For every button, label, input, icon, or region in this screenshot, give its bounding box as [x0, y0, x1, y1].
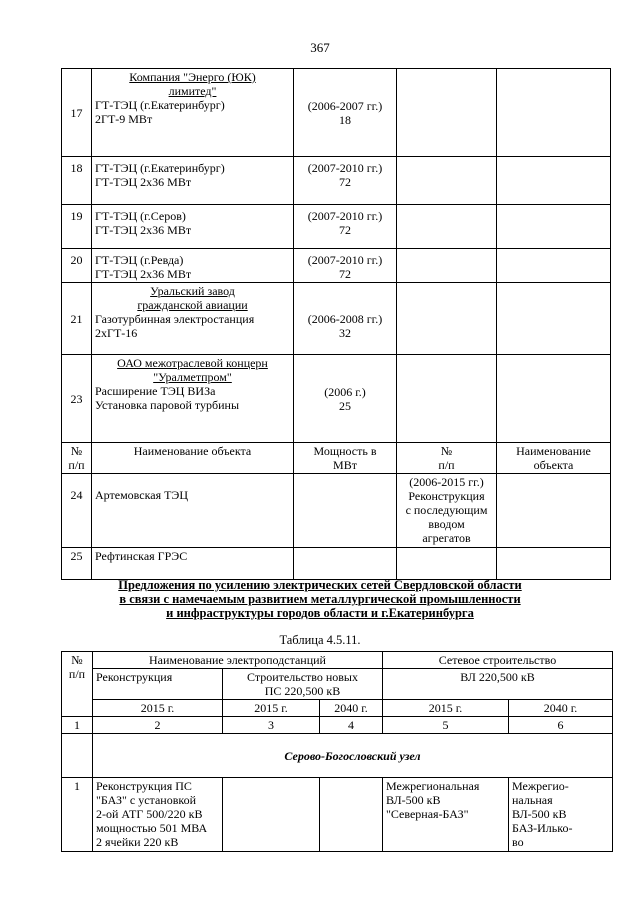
- period: (2007-2010 гг.): [307, 253, 383, 267]
- empty-cell: [497, 548, 611, 580]
- cell-line: Реконструкция ПС: [96, 779, 192, 793]
- header-name: Наименование объекта: [92, 443, 294, 474]
- table-header-row: [62, 652, 613, 669]
- header-vl: ВЛ 220,500 кВ: [383, 669, 613, 700]
- empty-cell: [497, 474, 611, 548]
- info-line: агрегатов: [422, 531, 471, 545]
- cell-line: 2 ячейки 220 кВ: [96, 835, 179, 849]
- period: (2007-2010 гг.): [307, 209, 383, 223]
- object-name: ГТ-ТЭЦ (г.Екатеринбург): [95, 98, 225, 112]
- table-row: [62, 778, 613, 852]
- cell-line: нальная: [512, 793, 553, 807]
- period: (2007-2010 гг.): [307, 161, 383, 175]
- cell-line: Межрегио-: [512, 779, 569, 793]
- header-network: Сетевое строительство: [383, 652, 613, 669]
- power-plants-table: [61, 68, 611, 580]
- row-number: 23: [62, 355, 92, 443]
- period-power-cell: [294, 157, 397, 205]
- page-number: 367: [310, 40, 330, 55]
- row-number: 19: [62, 205, 92, 249]
- column-number: 5: [383, 717, 509, 734]
- period-power-cell: [294, 355, 397, 443]
- cell-line: "БАЗ" с установкой: [96, 793, 197, 807]
- year-cell: 2015 г.: [93, 700, 223, 717]
- object-name: Расширение ТЭЦ ВИЗа: [95, 384, 216, 398]
- object-owner: Компания "Энерго (ЮК): [129, 70, 256, 84]
- header-num: [62, 652, 93, 717]
- info-line: (2006-2015 гг.): [409, 475, 484, 489]
- table-row: [62, 249, 611, 283]
- period: (2006-2007 гг.): [307, 99, 383, 113]
- empty-cell: [223, 778, 320, 852]
- empty-cell: [397, 548, 497, 580]
- substations-table: [61, 651, 613, 852]
- object-cell: [92, 69, 294, 157]
- object-cell: [92, 205, 294, 249]
- table-row: [62, 355, 611, 443]
- table-row: [62, 69, 611, 157]
- object-owner: лимитед": [168, 84, 217, 98]
- power-value: 72: [339, 175, 351, 189]
- header-text: п/п: [68, 458, 85, 472]
- header-text: Строительство новых: [247, 670, 358, 684]
- power-value: 32: [339, 326, 351, 340]
- table-caption: Таблица 4.5.11.: [279, 633, 361, 647]
- cell-line: Межрегиональная: [386, 779, 480, 793]
- node-title: Серово-Богословский узел: [93, 734, 613, 778]
- cell-line: 2-ой АТГ 500/220 кВ: [96, 807, 203, 821]
- period-power-cell: [294, 205, 397, 249]
- empty-cell: [397, 157, 497, 205]
- object-cell: [92, 283, 294, 355]
- reconstruction-cell: [93, 778, 223, 852]
- empty-cell: [497, 157, 611, 205]
- power-value: 72: [339, 267, 351, 281]
- header-text: Мощность в: [313, 444, 377, 458]
- section-heading: [0, 578, 640, 620]
- power-value: 72: [339, 223, 351, 237]
- header-text: №: [70, 444, 83, 458]
- cell-line: во: [512, 835, 524, 849]
- vl-2040-cell: [509, 778, 613, 852]
- period: (2006-2008 гг.): [307, 312, 383, 326]
- column-numbers-row: [62, 717, 613, 734]
- object-detail: ГТ-ТЭЦ 2х36 МВт: [95, 267, 192, 281]
- cell-line: БАЗ-Илько-: [512, 821, 573, 835]
- empty-cell: [497, 355, 611, 443]
- empty-cell: [497, 205, 611, 249]
- info-line: Реконструкция: [408, 489, 485, 503]
- object-owner: Уральский завод: [150, 284, 235, 298]
- header-name-2: [497, 443, 611, 474]
- header-text: №: [440, 444, 453, 458]
- heading-line: и инфраструктуры городов области и г.Екатеринбурга: [166, 606, 474, 620]
- period: (2006 г.): [324, 385, 366, 399]
- header-power: [294, 443, 397, 474]
- header-text: объекта: [533, 458, 574, 472]
- power-value: 18: [339, 113, 351, 127]
- empty-cell: [62, 734, 93, 778]
- info-line: с последующим: [405, 503, 488, 517]
- object-detail: Установка паровой турбины: [95, 398, 240, 412]
- reconstruction-info: [397, 474, 497, 548]
- column-number: 2: [93, 717, 223, 734]
- cell-line: ВЛ-500 кВ: [386, 793, 441, 807]
- column-number: 4: [320, 717, 383, 734]
- heading-line: в связи с намечаемым развитием металлургической промышленности: [119, 592, 521, 606]
- empty-cell: [397, 205, 497, 249]
- period-power-cell: [294, 249, 397, 283]
- empty-cell: [497, 69, 611, 157]
- year-cell: 2040 г.: [320, 700, 383, 717]
- column-number: 6: [509, 717, 613, 734]
- empty-cell: [294, 548, 397, 580]
- row-number: 17: [62, 69, 92, 157]
- object-name: Артемовская ТЭЦ: [92, 474, 294, 548]
- object-cell: [92, 157, 294, 205]
- year-cell: 2015 г.: [223, 700, 320, 717]
- header-text: п/п: [68, 667, 86, 681]
- header-reconstruction: Реконструкция: [93, 669, 223, 700]
- table-row: [62, 205, 611, 249]
- header-text: МВт: [333, 458, 357, 472]
- header-substations: Наименование электроподстанций: [93, 652, 383, 669]
- object-detail: ГТ-ТЭЦ 2х36 МВт: [95, 175, 192, 189]
- row-number: 1: [62, 778, 93, 852]
- object-owner: ОАО межотраслевой концерн: [117, 356, 268, 370]
- empty-cell: [397, 283, 497, 355]
- info-line: вводом: [428, 517, 465, 531]
- period-power-cell: [294, 283, 397, 355]
- empty-cell: [497, 249, 611, 283]
- table-header-row: [62, 669, 613, 700]
- header-text: Наименование: [516, 444, 591, 458]
- object-owner: гражданской авиации: [137, 298, 248, 312]
- cell-line: ВЛ-500 кВ: [512, 807, 567, 821]
- column-number: 3: [223, 717, 320, 734]
- object-detail: 2ГТ-9 МВт: [95, 112, 153, 126]
- object-detail: 2хГТ-16: [95, 326, 138, 340]
- header-text: №: [71, 653, 83, 667]
- row-number: 18: [62, 157, 92, 205]
- table-header-row: [62, 443, 611, 474]
- object-name: ГТ-ТЭЦ (г.Серов): [95, 209, 186, 223]
- column-number: 1: [62, 717, 93, 734]
- object-cell: [92, 355, 294, 443]
- table-row: [62, 157, 611, 205]
- row-number: 21: [62, 283, 92, 355]
- object-name: ГТ-ТЭЦ (г.Екатеринбург): [95, 161, 225, 175]
- object-name: ГТ-ТЭЦ (г.Ревда): [95, 253, 184, 267]
- header-num-2: [397, 443, 497, 474]
- object-detail: ГТ-ТЭЦ 2х36 МВт: [95, 223, 192, 237]
- header-num: [62, 443, 92, 474]
- row-number: 24: [62, 474, 92, 548]
- object-owner: "Уралметпром": [153, 370, 232, 384]
- heading-line: Предложения по усилению электрических сетей Свердловской области: [118, 578, 522, 592]
- cell-line: мощностью 501 МВА: [96, 821, 208, 835]
- object-name: Газотурбинная электростанция: [95, 312, 255, 326]
- empty-cell: [397, 355, 497, 443]
- table-row: [62, 548, 611, 580]
- empty-cell: [320, 778, 383, 852]
- empty-cell: [397, 69, 497, 157]
- cell-line: "Северная-БАЗ": [386, 807, 469, 821]
- header-text: ПС 220,500 кВ: [264, 684, 341, 698]
- object-cell: [92, 249, 294, 283]
- empty-cell: [294, 474, 397, 548]
- object-name: Рефтинская ГРЭС: [92, 548, 294, 580]
- vl-2015-cell: [383, 778, 509, 852]
- header-new-substations: [223, 669, 383, 700]
- empty-cell: [497, 283, 611, 355]
- empty-cell: [397, 249, 497, 283]
- node-title-row: [62, 734, 613, 778]
- header-text: п/п: [438, 458, 455, 472]
- row-number: 20: [62, 249, 92, 283]
- year-cell: 2015 г.: [383, 700, 509, 717]
- table-row: [62, 283, 611, 355]
- year-cell: 2040 г.: [509, 700, 613, 717]
- row-number: 25: [62, 548, 92, 580]
- power-value: 25: [339, 399, 351, 413]
- table-row: [62, 474, 611, 548]
- table-years-row: [62, 700, 613, 717]
- period-power-cell: [294, 69, 397, 157]
